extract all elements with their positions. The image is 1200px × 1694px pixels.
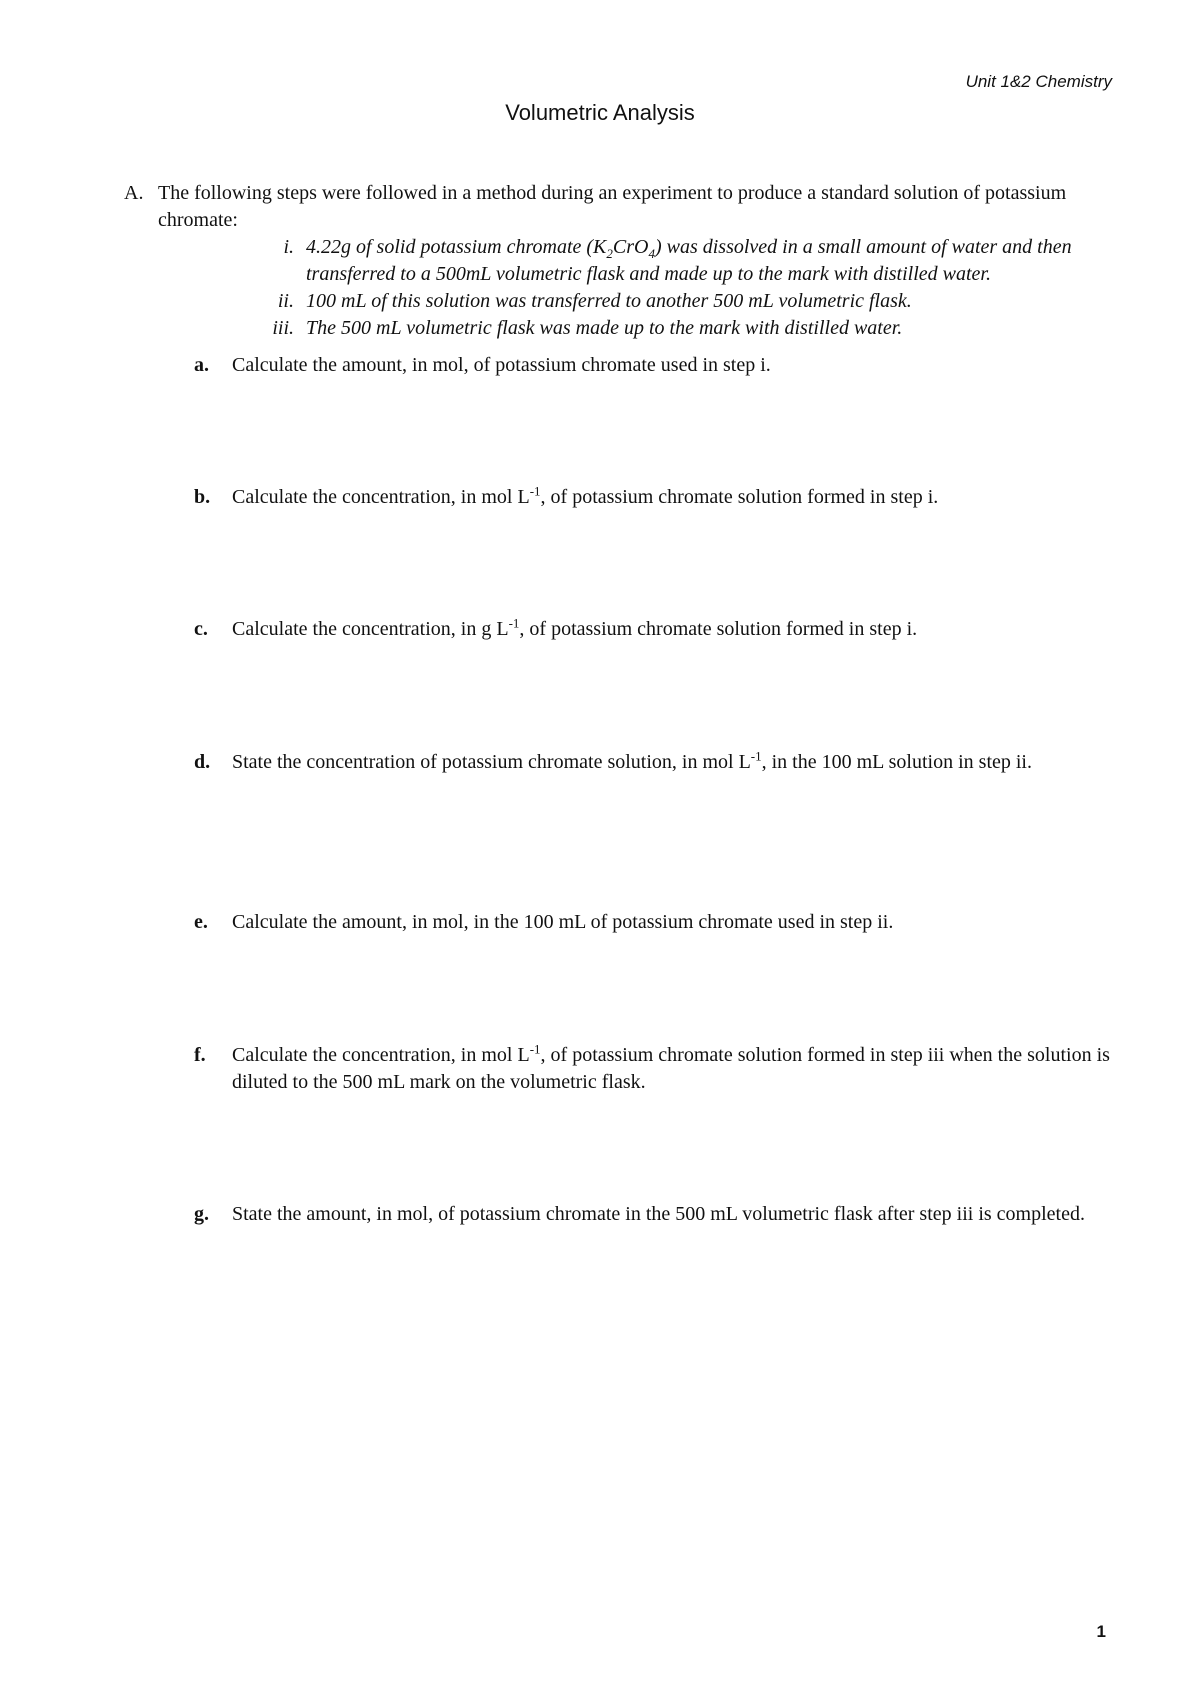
page-title: Volumetric Analysis [505, 100, 695, 125]
page-number: 1 [1096, 1622, 1106, 1641]
question-f [194, 1042, 1114, 1096]
method-steps [236, 234, 1116, 342]
question-text: Calculate the concentration, in mol $L^{-1}$, of potassium chromate solution formed in step i. [232, 483, 939, 508]
step-text: The 500 mL volumetric flask was made up to the mark with distilled water. [306, 317, 903, 339]
step-text: 4.22g of solid potassium chromate $(K_2CrO_4)$ was dissolved in a small amount of water and then transferred to a 500mL volumetric flask and made up to the mark with distilled water. [306, 236, 1072, 285]
question-letter: c. [194, 618, 208, 640]
section-intro: The following steps were followed in a method during an experiment to produce a standard solution of potassium chromate: [158, 182, 1067, 231]
step-item [236, 288, 1116, 315]
question-a [194, 352, 1114, 379]
question-e [194, 909, 1114, 936]
question-letter: f. [194, 1044, 206, 1066]
header-unit-label: Unit 1&2 Chemistry [965, 72, 1112, 91]
section-a [124, 180, 1104, 234]
step-item [236, 234, 1116, 288]
step-number: i. [283, 236, 294, 258]
section-letter: A. [124, 182, 144, 204]
question-letter: a. [194, 354, 209, 376]
question-text: Calculate the amount, in mol, in the 100 mL of potassium chromate used in step ii. [232, 911, 894, 933]
step-text: 100 mL of this solution was transferred to another 500 mL volumetric flask. [306, 290, 912, 312]
step-item [236, 315, 1116, 342]
step-number: iii. [272, 317, 294, 339]
question-text: State the amount, in mol, of potassium chromate in the 500 mL volumetric flask after step iii is completed. [232, 1203, 1085, 1225]
question-d [194, 749, 1114, 776]
question-b [194, 484, 1114, 511]
question-letter: b. [194, 486, 211, 508]
question-text: Calculate the concentration, in g $L^{-1}$, of potassium chromate solution formed in step i. [232, 615, 918, 640]
question-g [194, 1201, 1114, 1228]
question-letter: e. [194, 911, 208, 933]
question-letter: g. [194, 1203, 209, 1225]
question-text: State the concentration of potassium chromate solution, in mol $L^{-1}$, in the 100 mL solution in step ii. [232, 748, 1032, 773]
question-letter: d. [194, 751, 211, 773]
question-text: Calculate the amount, in mol, of potassium chromate used in step i. [232, 354, 771, 376]
question-c [194, 616, 1114, 643]
step-number: ii. [277, 290, 294, 312]
question-text: Calculate the concentration, in mol $L^{-1}$, of potassium chromate solution formed in step iii when the solution is diluted to the 500 mL mark on the volumetric flask. [232, 1041, 1110, 1093]
